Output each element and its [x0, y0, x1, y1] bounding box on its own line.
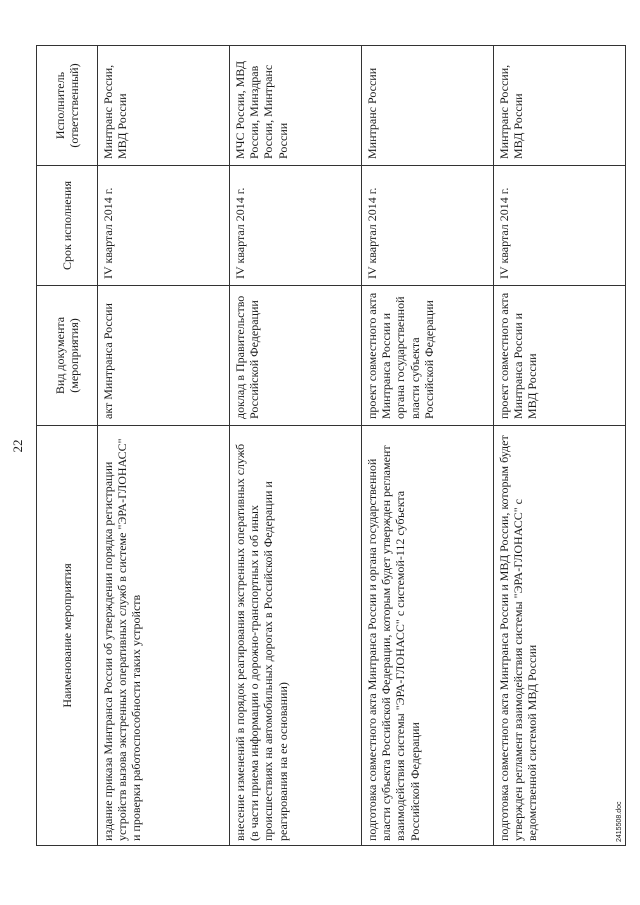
row-name: издание приказа Минтранса России об утверждении порядка регистрации устройств вызова экстренных оперативных служб в системе "ЭРА-ГЛОНАСС" и проверки работоспособности таких устройств [98, 426, 230, 846]
header-deadline: Срок исполнения [37, 166, 98, 286]
row-doc-type: проект совместного акта Минтранса России и МВД России [494, 286, 626, 426]
row-name: подготовка совместного акта Минтранса России и МВД России, которым будет утвержден регламент взаимодействия системы "ЭРА-ГЛОНАСС" с ведомственной системой МВД России [494, 426, 626, 846]
row-deadline: IV квартал 2014 г. [98, 166, 230, 286]
table-row [230, 46, 362, 846]
header-doc-type: Вид документа (мероприятия) [37, 286, 98, 426]
row-deadline: IV квартал 2014 г. [362, 166, 494, 286]
row-name: подготовка совместного акта Минтранса России и органа государственной власти субъекта Российской Федерации, которым будет утвержден регламент взаимодействия системы "ЭРА-ГЛОНАСС" с системой-112 субъекта Российской Федерации [362, 426, 494, 846]
document-id: 2415508.doc [616, 801, 623, 842]
row-deadline: IV квартал 2014 г. [494, 166, 626, 286]
measures-table [36, 45, 626, 846]
header-name: Наименование мероприятия [37, 426, 98, 846]
table-row [494, 46, 626, 846]
row-doc-type: доклад в Правительство Российской Федерации [230, 286, 362, 426]
row-executor: МЧС России, МВД России, Минздрав России, Минтранс России [230, 46, 362, 166]
row-doc-type: акт Минтранса России [98, 286, 230, 426]
table-row [98, 46, 230, 846]
row-doc-type: проект совместного акта Минтранса России и органа государственной власти субъекта Российской Федерации [362, 286, 494, 426]
row-executor: Минтранс России, МВД России [494, 46, 626, 166]
rotated-page [0, 46, 640, 846]
page-number: 22 [10, 439, 25, 453]
row-executor: Минтранс России [362, 46, 494, 166]
row-name: внесение изменений в порядок реагирования экстренных оперативных служб (в части приема информации о дорожно-транспортных и об иных происшествиях на автомобильных дорогах в Российской Федерации и реагирования на ее основании) [230, 426, 362, 846]
table-row [362, 46, 494, 846]
row-executor: Минтранс России, МВД России [98, 46, 230, 166]
table-header-row [37, 46, 98, 846]
row-deadline: IV квартал 2014 г. [230, 166, 362, 286]
header-executor: Исполнитель (ответственный) [37, 46, 98, 166]
